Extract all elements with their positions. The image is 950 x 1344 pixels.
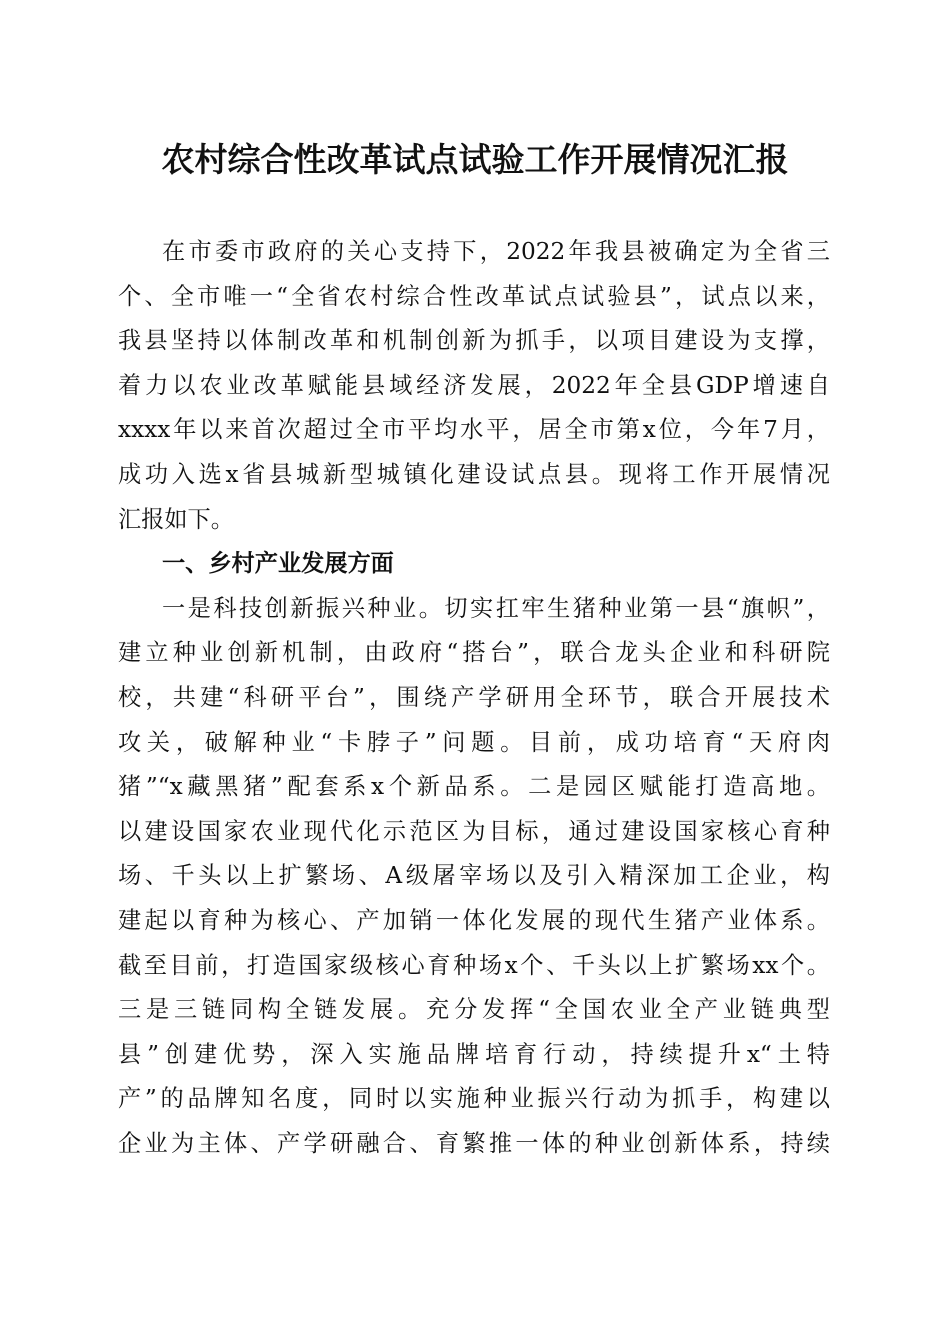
paragraph-line: 截至目前，打造国家级核心育种场x个、千头以上扩繁场xx个。 [118,951,830,979]
section-heading: 一、乡村产业发展方面 [162,550,394,578]
document-title: 农村综合性改革试点试验工作开展情况汇报 [161,140,789,179]
paragraph-line: 企业为主体、产学研融合、育繁推一体的种业创新体系，持续 [118,1129,830,1157]
paragraph-line: 产”的品牌知名度，同时以实施种业振兴行动为抓手，构建以 [118,1085,830,1113]
paragraph-line: 建立种业创新机制，由政府“搭台”，联合龙头企业和科研院 [118,639,830,667]
paragraph-line: 个、全市唯一“全省农村综合性改革试点试验县”，试点以来， [118,282,830,310]
paragraph-line: 我县坚持以体制改革和机制创新为抓手，以项目建设为支撑， [118,327,830,355]
paragraph-line: 攻关，破解种业“卡脖子”问题。目前，成功培育“天府肉 [118,728,830,756]
paragraph-line: 县”创建优势，深入实施品牌培育行动，持续提升x“土特 [118,1040,830,1068]
document-body [118,230,830,1166]
paragraph-line: 场、千头以上扩繁场、A级屠宰场以及引入精深加工企业，构 [118,862,830,890]
paragraph-line: 在市委市政府的关心支持下，2022年我县被确定为全省三 [162,238,830,265]
paragraph-line: 校，共建“科研平台”，围绕产学研用全环节，联合开展技术 [118,683,830,711]
paragraph-line: 成功入选x省县城新型城镇化建设试点县。现将工作开展情况 [118,460,830,488]
paragraph-line: 猪”“x藏黑猪”配套系x个新品系。二是园区赋能打造高地。 [118,773,830,801]
paragraph-line: 汇报如下。 [118,505,234,533]
paragraph-line: 一是科技创新振兴种业。切实扛牢生猪种业第一县“旗帜”， [162,594,830,622]
paragraph-line: xxxx年以来首次超过全市平均水平，居全市第x位，今年7月， [118,416,830,444]
paragraph-line: 着力以农业改革赋能县域经济发展，2022年全县GDP增速自 [118,371,830,399]
paragraph-line: 以建设国家农业现代化示范区为目标，通过建设国家核心育种 [118,817,830,845]
paragraph-line: 建起以育种为核心、产加销一体化发展的现代生猪产业体系。 [118,906,830,934]
paragraph-line: 三是三链同构全链发展。充分发挥“全国农业全产业链典型 [118,996,830,1024]
